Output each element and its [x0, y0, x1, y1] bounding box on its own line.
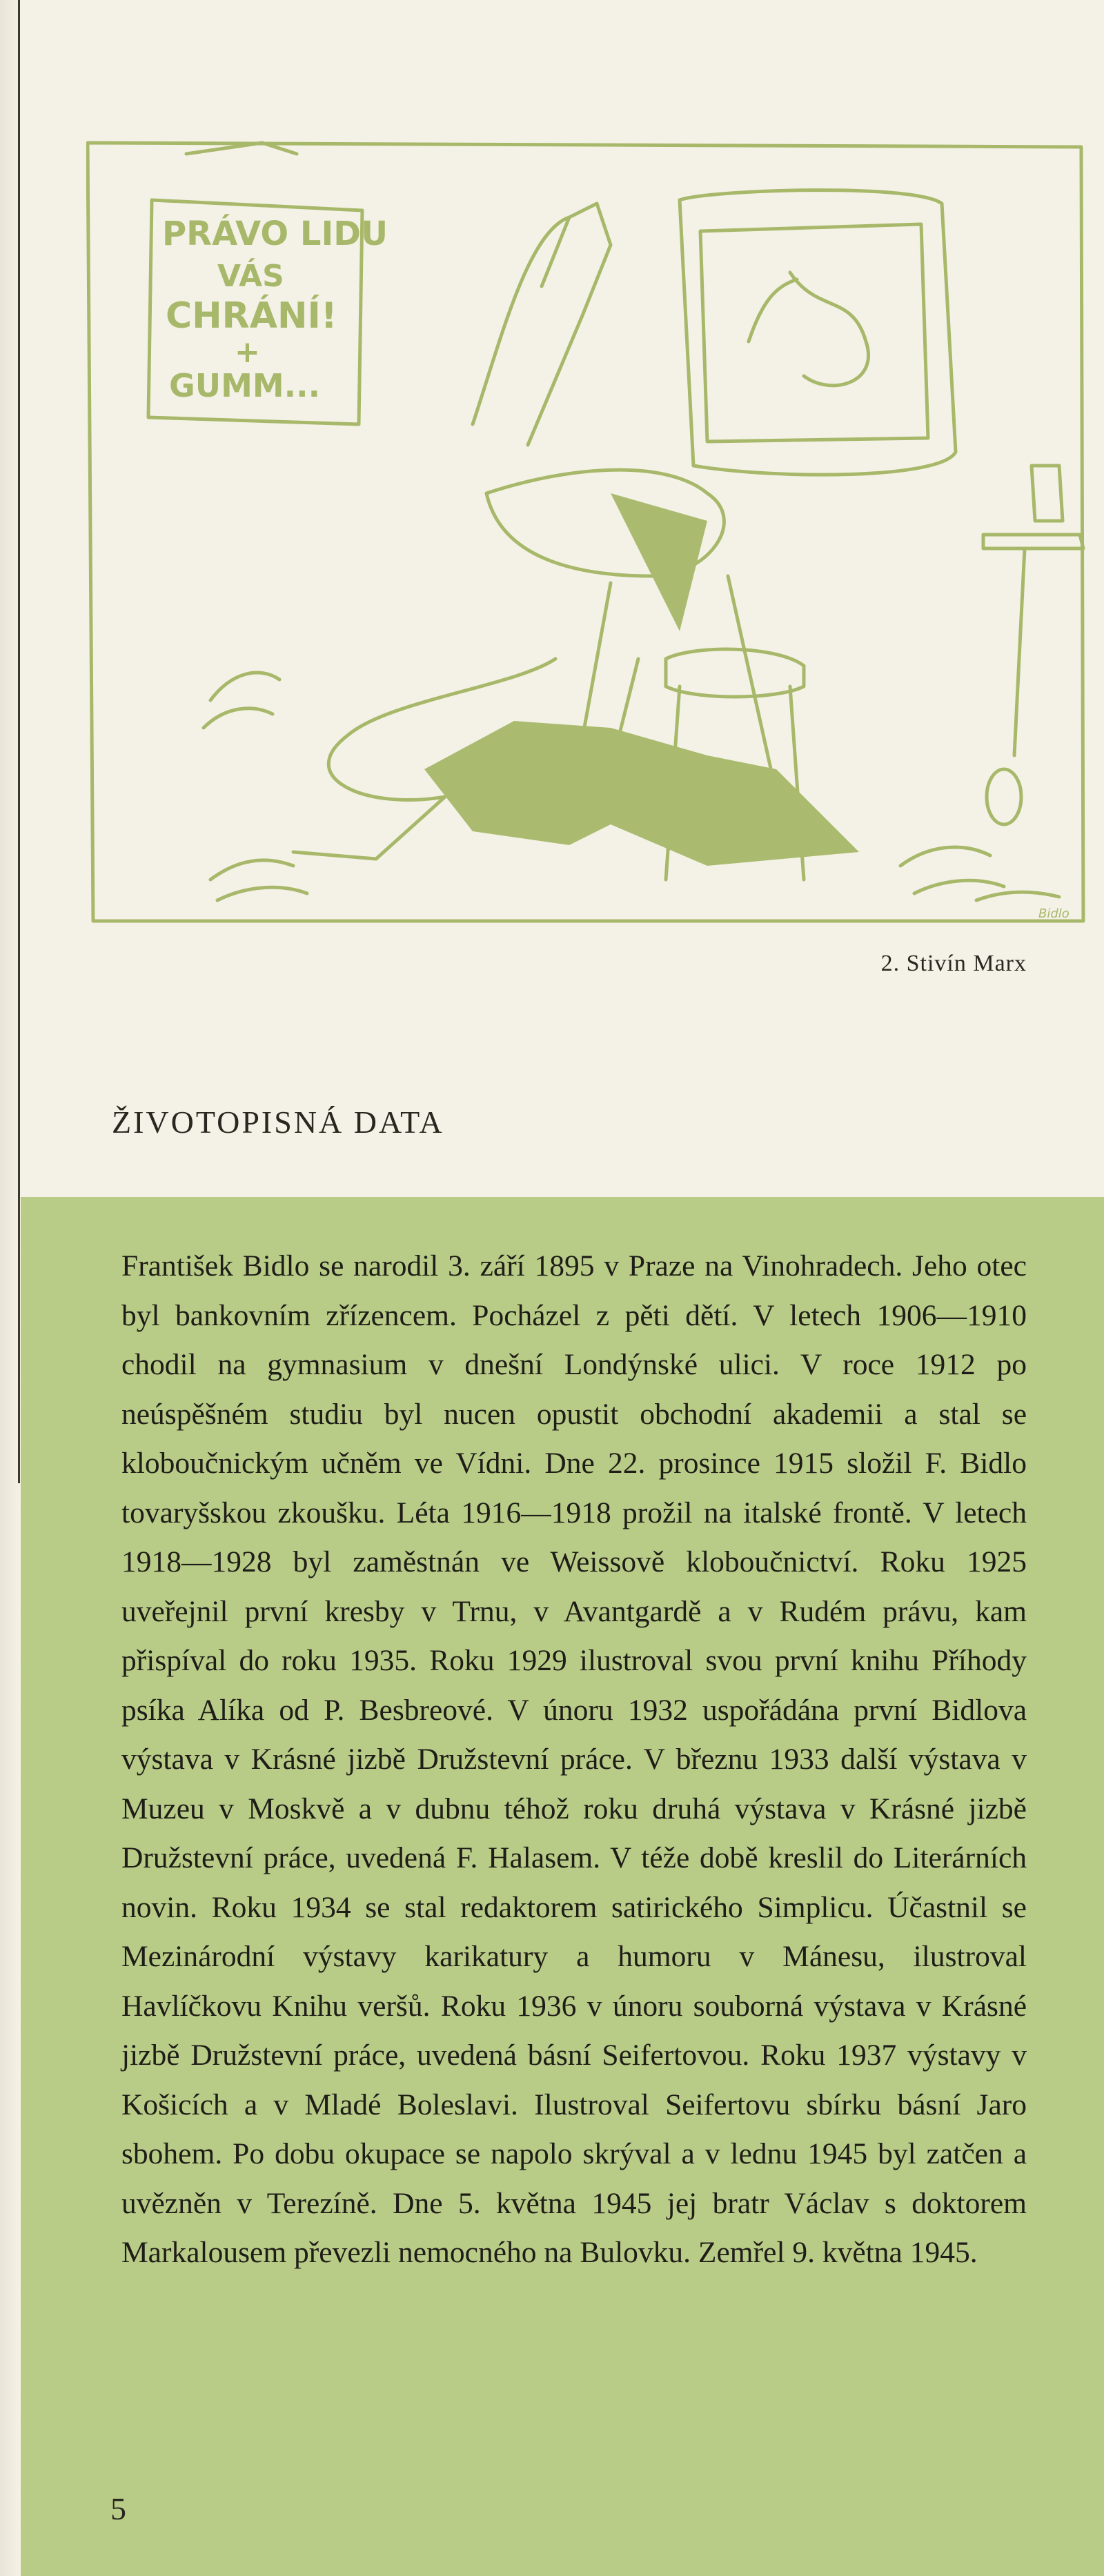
- sign-text-line-4: +: [235, 335, 260, 370]
- biography-text: František Bidlo se narodil 3. září 1895 v Praze na Vinohradech. Jeho otec byl bankovním zřízencem. Pocházel z pěti dětí. V letech 1906—1910 chodil na gymnasium v dnešní Londýnské ulici. V roce 1912 po neúspěšném studiu byl nucen opustit obchodní akademii a stal se kloboučnickým učněm ve Vídni. Dne 22. prosince 1915 složil F. Bidlo tovaryšskou zkoušku. Léta 1916—1918 prožil na italské frontě. V letech 1918—1928 byl zaměstnán ve Weissově kloboučnictví. Roku 1925 uveřejnil první kresby v Trnu, v Avantgardě a v Rudém právu, kam přispíval do roku 1935. Roku 1929 ilustroval svou první knihu Příhody psíka Alíka od P. Besbreové. V únoru 1932 uspořádána první Bidlova výstava v Krásné jizbě Družstevní práce. V březnu 1933 další výstava v Muzeu v Moskvě a v dubnu téhož roku druhá výstava v Krásné jizbě Družstevní práce, uvedená F. Halasem. V téže době kreslil do Literárních novin. Roku 1934 se stal redaktorem satirického Simplicu. Účastnil se Mezinárodní výstavy karikatury a humoru v Mánesu, ilustroval Havlíčkovu Knihu veršů. Roku 1936 v únoru souborná výstava v Krásné jizbě Družstevní práce, uvedená básní Seifertovou. Roku 1937 výstavy v Košicích a v Mladé Boleslavi. Ilustroval Seifertovu sbírku básní Jaro sbohem. Po dobu okupace se napolo skrýval a v lednu 1945 byl zatčen a uvězněn v Terezíně. Dne 5. května 1945 jej bratr Václav s doktorem Markalousem převezli nemocného na Bulovku. Zemřel 9. května 1945.: [121, 1249, 1027, 2269]
- sign-text-line-5: GUMM...: [169, 367, 321, 404]
- sign-text-line-3: CHRÁNÍ!: [166, 295, 337, 337]
- page-number: 5: [110, 2491, 126, 2526]
- figure-caption: 2. Stivín Marx: [880, 951, 1027, 976]
- page-spine-edge: [18, 0, 20, 1483]
- sign-text-line-2: VÁS: [217, 259, 284, 294]
- section-title: ŽIVOTOPISNÁ DATA: [112, 1104, 444, 1140]
- artist-signature: Bidlo: [1038, 906, 1070, 921]
- caricature-drawing: [86, 135, 1087, 928]
- caricature-illustration: [86, 135, 1087, 928]
- sign-text-line-1: PRÁVO LIDU: [162, 215, 388, 253]
